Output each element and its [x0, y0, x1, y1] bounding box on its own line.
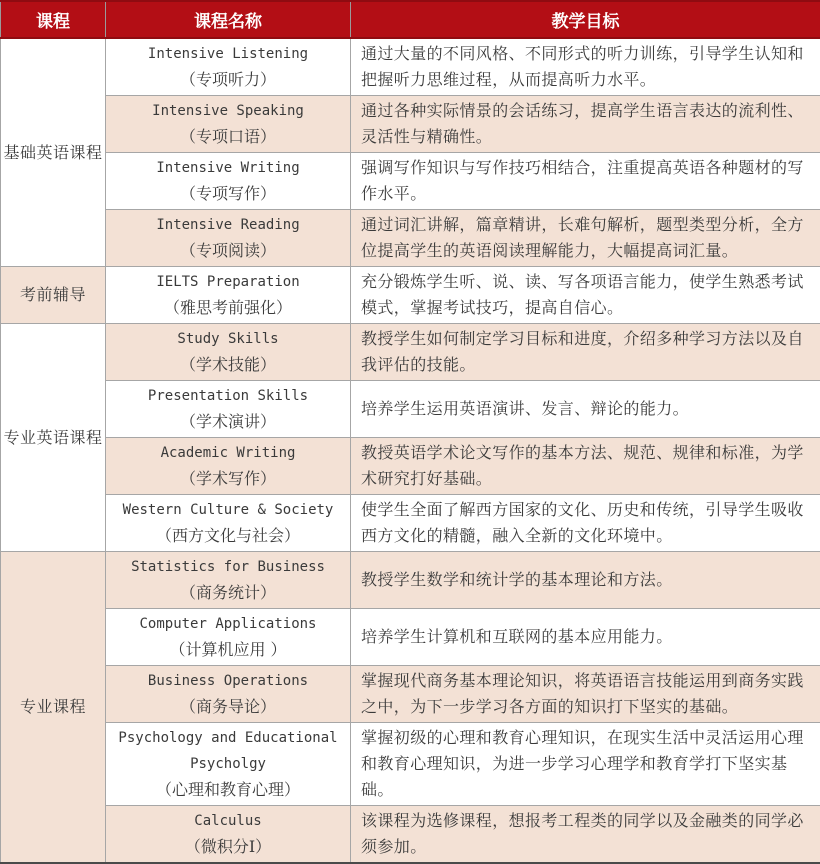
teaching-objective-cell: 教授学生数学和统计学的基本理论和方法。	[351, 552, 820, 609]
course-name-chinese: （学术写作）	[106, 466, 350, 492]
table-row	[1, 153, 820, 210]
table-body	[1, 38, 820, 863]
course-name-chinese: （西方文化与社会）	[106, 523, 350, 549]
category-cell: 专业英语课程	[1, 324, 106, 552]
header-course: 课程	[1, 1, 106, 38]
course-name-english: Computer Applications	[106, 611, 350, 637]
teaching-objective-cell: 培养学生运用英语演讲、发言、辩论的能力。	[351, 381, 820, 438]
course-name-chinese: （专项口语）	[106, 124, 350, 150]
table-row	[1, 666, 820, 723]
table-row	[1, 96, 820, 153]
course-name-english: Study Skills	[106, 326, 350, 352]
teaching-objective-cell: 该课程为选修课程，想报考工程类的同学以及金融类的同学必须参加。	[351, 806, 820, 864]
category-cell: 专业课程	[1, 552, 106, 864]
table-row	[1, 267, 820, 324]
course-name-chinese: （商务导论）	[106, 694, 350, 720]
course-name-english: Western Culture & Society	[106, 497, 350, 523]
course-name-chinese: （专项写作）	[106, 181, 350, 207]
table-row	[1, 210, 820, 267]
course-name-cell	[106, 267, 351, 324]
course-name-english: Business Operations	[106, 668, 350, 694]
course-name-cell	[106, 666, 351, 723]
table-row	[1, 38, 820, 96]
category-cell: 考前辅导	[1, 267, 106, 324]
course-name-english: Presentation Skills	[106, 383, 350, 409]
table-row	[1, 438, 820, 495]
header-course-name: 课程名称	[106, 1, 351, 38]
course-name-chinese: （商务统计）	[106, 580, 350, 606]
course-name-cell	[106, 609, 351, 666]
course-name-chinese: （专项阅读）	[106, 238, 350, 264]
teaching-objective-cell: 通过各种实际情景的会话练习，提高学生语言表达的流利性、灵活性与精确性。	[351, 96, 820, 153]
table-row	[1, 552, 820, 609]
teaching-objective-cell: 使学生全面了解西方国家的文化、历史和传统，引导学生吸收西方文化的精髓，融入全新的文化环境中。	[351, 495, 820, 552]
header-teaching-objective: 教学目标	[351, 1, 820, 38]
course-name-english: Intensive Listening	[106, 41, 350, 67]
course-name-chinese: （学术演讲）	[106, 409, 350, 435]
course-name-chinese: （专项听力）	[106, 67, 350, 93]
teaching-objective-cell: 掌握初级的心理和教育心理知识，在现实生活中灵活运用心理和教育心理知识，为进一步学习心理学和教育学打下坚实基础。	[351, 723, 820, 806]
table-row	[1, 495, 820, 552]
table-row	[1, 381, 820, 438]
course-name-cell	[106, 324, 351, 381]
course-name-english: Intensive Writing	[106, 155, 350, 181]
teaching-objective-cell: 培养学生计算机和互联网的基本应用能力。	[351, 609, 820, 666]
course-name-chinese: （学术技能）	[106, 352, 350, 378]
category-cell: 基础英语课程	[1, 38, 106, 267]
teaching-objective-cell: 掌握现代商务基本理论知识，将英语语言技能运用到商务实践之中，为下一步学习各方面的知识打下坚实的基础。	[351, 666, 820, 723]
course-name-cell	[106, 495, 351, 552]
table-row	[1, 324, 820, 381]
course-name-cell	[106, 438, 351, 495]
course-name-chinese: （雅思考前强化）	[106, 295, 350, 321]
teaching-objective-cell: 强调写作知识与写作技巧相结合，注重提高英语各种题材的写作水平。	[351, 153, 820, 210]
course-name-cell	[106, 552, 351, 609]
table-row	[1, 806, 820, 864]
course-name-english: IELTS Preparation	[106, 269, 350, 295]
course-name-english: Intensive Speaking	[106, 98, 350, 124]
teaching-objective-cell: 通过大量的不同风格、不同形式的听力训练，引导学生认知和把握听力思维过程，从而提高听力水平。	[351, 38, 820, 96]
course-name-english: Psychology and Educational Psycholgy	[106, 725, 350, 777]
course-name-chinese: （计算机应用 ）	[106, 637, 350, 663]
course-name-english: Intensive Reading	[106, 212, 350, 238]
course-name-cell	[106, 210, 351, 267]
course-name-chinese: （微积分Ⅰ）	[106, 834, 350, 860]
course-name-english: Statistics for Business	[106, 554, 350, 580]
teaching-objective-cell: 通过词汇讲解，篇章精讲，长难句解析，题型类型分析，全方位提高学生的英语阅读理解能力，大幅提高词汇量。	[351, 210, 820, 267]
course-name-cell	[106, 806, 351, 864]
teaching-objective-cell: 教授学生如何制定学习目标和进度，介绍多种学习方法以及自我评估的技能。	[351, 324, 820, 381]
course-name-english: Academic Writing	[106, 440, 350, 466]
course-name-chinese: （心理和教育心理）	[106, 777, 350, 803]
course-name-cell	[106, 153, 351, 210]
table-header	[1, 1, 820, 38]
course-name-cell	[106, 381, 351, 438]
course-name-cell	[106, 723, 351, 806]
table-row	[1, 723, 820, 806]
course-name-english: Calculus	[106, 808, 350, 834]
course-name-cell	[106, 38, 351, 96]
table-row	[1, 609, 820, 666]
teaching-objective-cell: 充分锻炼学生听、说、读、写各项语言能力，使学生熟悉考试模式，掌握考试技巧，提高自信心。	[351, 267, 820, 324]
course-name-cell	[106, 96, 351, 153]
teaching-objective-cell: 教授英语学术论文写作的基本方法、规范、规律和标准，为学术研究打好基础。	[351, 438, 820, 495]
